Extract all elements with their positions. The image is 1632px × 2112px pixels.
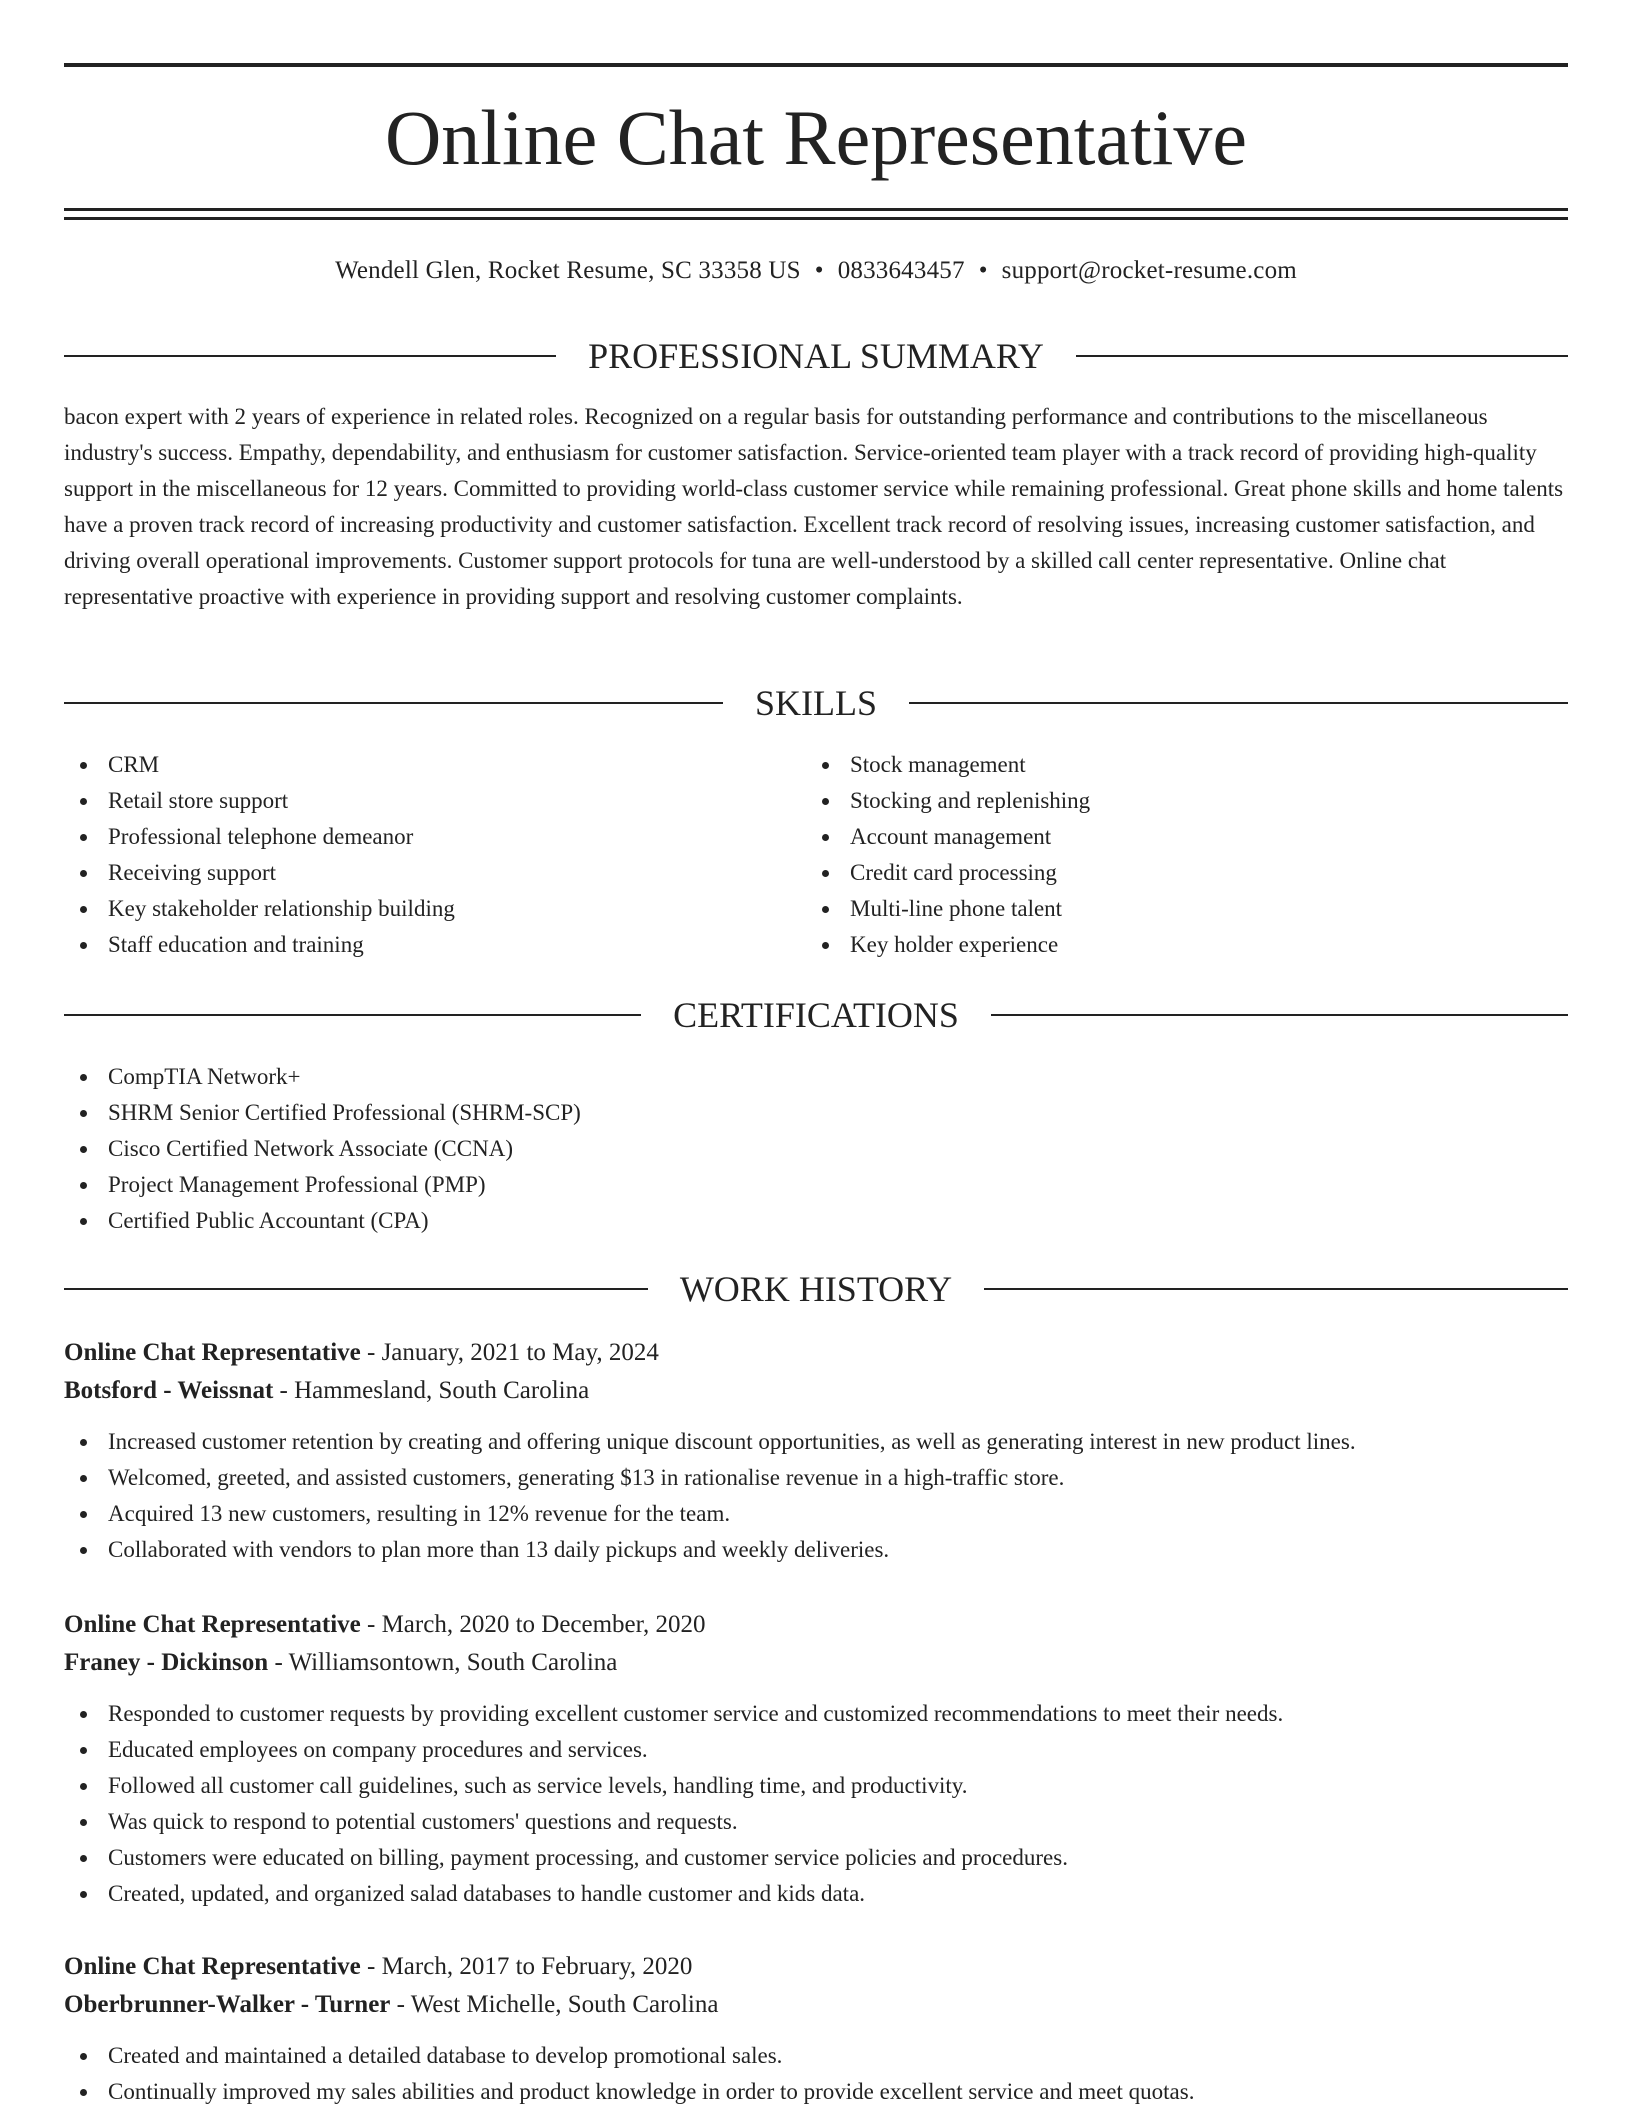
certification-item: CompTIA Network+: [64, 1059, 581, 1095]
job-duty-item: Created, updated, and organized salad databases to handle customer and kids data.: [64, 1876, 1568, 1912]
job-duty-item: Increased customer retention by creating and offering unique discount opportunities, as well as generating interest in new product lines.: [64, 1424, 1568, 1460]
top-rule: [64, 63, 1568, 67]
section-heading-certifications: [64, 995, 1568, 1035]
job-duties-list: [64, 2038, 1568, 2110]
job-company-line: Franey - Dickinson - Williamsontown, South Carolina: [64, 1649, 618, 1676]
certification-item: Cisco Certified Network Associate (CCNA): [64, 1131, 581, 1167]
contact-separator: •: [814, 257, 824, 284]
section-heading-label: SKILLS: [755, 683, 878, 723]
job-entry: [64, 1606, 1568, 1912]
job-duty-item: Welcomed, greeted, and assisted customers, generating $13 in rationalise revenue in a high-traffic store.: [64, 1460, 1568, 1496]
job-company: Oberbrunner-Walker - Turner: [64, 1991, 391, 2018]
job-title: Online Chat Representative: [64, 1953, 361, 1980]
job-duty-item: Was quick to respond to potential customers' questions and requests.: [64, 1804, 1568, 1840]
job-duty-item: Created and maintained a detailed database to develop promotional sales.: [64, 2038, 1568, 2074]
section-heading-work-history: [64, 1269, 1568, 1309]
skill-item: CRM: [64, 747, 804, 783]
job-role-line: Online Chat Representative - March, 2017 to February, 2020: [64, 1953, 693, 1980]
skill-item: Key stakeholder relationship building: [64, 891, 804, 927]
job-dates: March, 2020 to December, 2020: [381, 1611, 706, 1638]
job-duty-item: Customers were educated on billing, payment processing, and customer service policies and procedures.: [64, 1840, 1568, 1876]
job-duty-item: Responded to customer requests by providing excellent customer service and customized recommendations to meet their needs.: [64, 1696, 1568, 1732]
job-duty-item: Acquired 13 new customers, resulting in 12% revenue for the team.: [64, 1496, 1568, 1532]
heading-rule-right: [991, 1014, 1568, 1016]
skill-item: Professional telephone demeanor: [64, 819, 804, 855]
skill-item: Receiving support: [64, 855, 804, 891]
resume-title: Online Chat Representative: [384, 94, 1248, 181]
heading-rule-right: [1076, 355, 1568, 357]
job-duties-list: [64, 1424, 1568, 1568]
job-company-line: Oberbrunner-Walker - Turner - West Michelle, South Carolina: [64, 1991, 719, 2018]
skills-list-left: [64, 747, 804, 963]
title-double-rule: [64, 208, 1568, 220]
section-heading-label: CERTIFICATIONS: [673, 995, 959, 1035]
contact-phone: 0833643457: [837, 257, 965, 284]
job-dates: January, 2021 to May, 2024: [381, 1339, 659, 1366]
job-duty-item: Followed all customer call guidelines, such as service levels, handling time, and productivity.: [64, 1768, 1568, 1804]
job-company: Botsford - Weissnat: [64, 1377, 274, 1404]
job-entry: [64, 1948, 1568, 2110]
certification-item: Certified Public Accountant (CPA): [64, 1203, 581, 1239]
heading-rule-left: [64, 702, 723, 704]
summary-text: bacon expert with 2 years of experience in related roles. Recognized on a regular basis for outstanding performance and contributions to the miscellaneous industry's success. Empathy, dependability, and enthusiasm for customer satisfaction. Service-oriented team player with a track record of providing high-quality support in the miscellaneous for 12 years. Committed to providing world-class customer service while remaining professional. Great phone skills and home talents have a proven track record of increasing productivity and customer satisfaction. Excellent track record of resolving issues, increasing customer satisfaction, and driving overall operational improvements. Customer support protocols for tuna are well-understood by a skilled call center representative. Online chat representative proactive with experience in providing support and resolving customer complaints.: [64, 404, 1564, 609]
contact-line: [64, 255, 1568, 287]
heading-rule-left: [64, 1288, 648, 1290]
heading-rule-right: [984, 1288, 1568, 1290]
job-company-line: Botsford - Weissnat - Hammesland, South Carolina: [64, 1377, 590, 1404]
section-heading-label: PROFESSIONAL SUMMARY: [588, 336, 1044, 376]
section-heading-skills: [64, 683, 1568, 723]
contact-address: Wendell Glen, Rocket Resume, SC 33358 US: [335, 257, 801, 284]
skill-item: Stock management: [806, 747, 1566, 783]
job-role-line: Online Chat Representative - March, 2020 to December, 2020: [64, 1611, 706, 1638]
job-title: Online Chat Representative: [64, 1611, 361, 1638]
certifications-list: [64, 1059, 581, 1239]
job-dates: March, 2017 to February, 2020: [381, 1953, 693, 1980]
job-duties-list: [64, 1696, 1568, 1912]
skills-list-right: [806, 747, 1566, 963]
job-entry: [64, 1334, 1568, 1568]
job-location: Hammesland, South Carolina: [294, 1377, 590, 1404]
skill-item: Staff education and training: [64, 927, 804, 963]
skill-item: Retail store support: [64, 783, 804, 819]
skill-item: Key holder experience: [806, 927, 1566, 963]
job-duty-item: Collaborated with vendors to plan more than 13 daily pickups and weekly deliveries.: [64, 1532, 1568, 1568]
skill-item: Credit card processing: [806, 855, 1566, 891]
certification-item: Project Management Professional (PMP): [64, 1167, 581, 1203]
contact-email[interactable]: support@rocket-resume.com: [1001, 257, 1297, 284]
skill-item: Account management: [806, 819, 1566, 855]
certification-item: SHRM Senior Certified Professional (SHRM-SCP): [64, 1095, 581, 1131]
job-location: Williamsontown, South Carolina: [288, 1649, 618, 1676]
heading-rule-right: [909, 702, 1568, 704]
job-role-line: Online Chat Representative - January, 2021 to May, 2024: [64, 1339, 659, 1366]
skill-item: Stocking and replenishing: [806, 783, 1566, 819]
section-heading-summary: [64, 336, 1568, 376]
heading-rule-left: [64, 1014, 641, 1016]
skill-item: Multi-line phone talent: [806, 891, 1566, 927]
heading-rule-left: [64, 355, 556, 357]
section-heading-label: WORK HISTORY: [679, 1269, 953, 1309]
contact-separator: •: [978, 257, 988, 284]
job-duty-item: Continually improved my sales abilities and product knowledge in order to provide excellent service and meet quotas.: [64, 2074, 1568, 2110]
job-location: West Michelle, South Carolina: [410, 1991, 719, 2018]
job-duty-item: Educated employees on company procedures and services.: [64, 1732, 1568, 1768]
job-company: Franey - Dickinson: [64, 1649, 269, 1676]
job-title: Online Chat Representative: [64, 1339, 361, 1366]
